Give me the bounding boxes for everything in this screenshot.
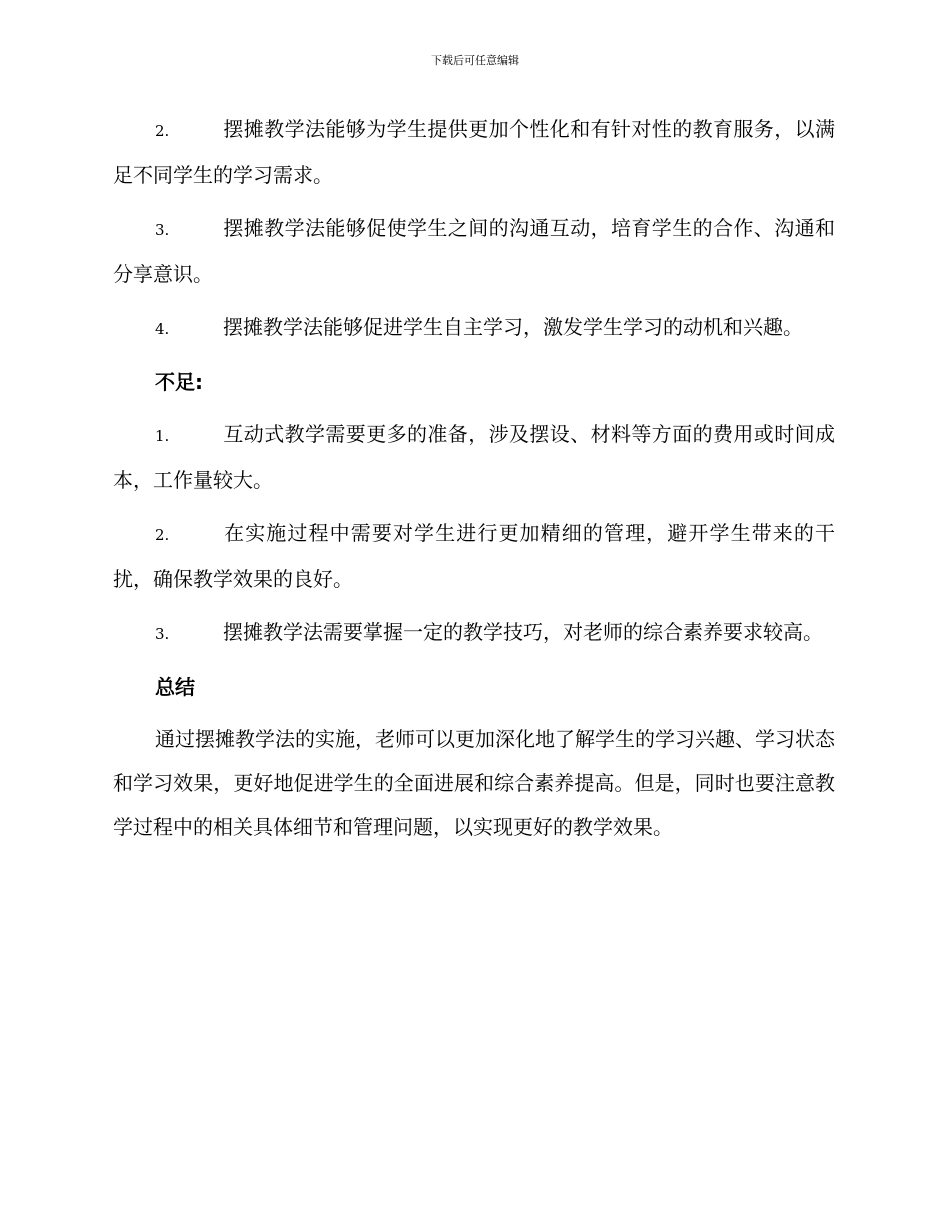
item-number: 3.	[155, 221, 170, 239]
item-number: 3.	[155, 625, 170, 643]
item-number: 2.	[155, 526, 170, 544]
item-text: 在实施过程中需要对学生进行更加精细的管理，避开学生带来的干扰，确保教学效果的良好。	[113, 521, 835, 591]
item-number: 2.	[155, 122, 170, 140]
item-text: 摆摊教学法能够为学生提供更加个性化和有针对性的教育服务，以满足不同学生的学习需求。	[113, 117, 835, 187]
item-number: 4.	[155, 320, 170, 338]
summary-heading: 总结	[155, 675, 195, 699]
disadvantage-item-1	[113, 412, 835, 502]
item-number: 1.	[155, 427, 170, 445]
document-body	[113, 107, 835, 849]
item-text: 摆摊教学法能够促进学生自主学习，激发学生学习的动机和兴趣。	[223, 315, 803, 339]
item-text: 摆摊教学法需要掌握一定的教学技巧，对老师的综合素养要求较高。	[223, 620, 823, 644]
advantage-item-2	[113, 107, 835, 197]
disadvantage-item-2	[113, 511, 835, 601]
item-text: 互动式教学需要更多的准备，涉及摆设、材料等方面的费用或时间成本，工作量较大。	[113, 422, 835, 492]
item-text: 摆摊教学法能够促使学生之间的沟通互动，培育学生的合作、沟通和分享意识。	[113, 216, 835, 286]
advantage-item-3	[113, 206, 835, 296]
advantage-item-4	[113, 305, 835, 351]
disadvantage-item-3	[113, 610, 835, 656]
page-header: 下载后可任意编辑	[431, 54, 519, 67]
summary-paragraph: 通过摆摊教学法的实施，老师可以更加深化地了解学生的学习兴趣、学习状态和学习效果，更好地促进学生的全面进展和综合素养提高。但是，同时也要注意教学过程中的相关具体细节和管理问题，以实现更好的教学效果。	[113, 727, 835, 839]
disadvantages-heading: 不足:	[155, 370, 203, 394]
